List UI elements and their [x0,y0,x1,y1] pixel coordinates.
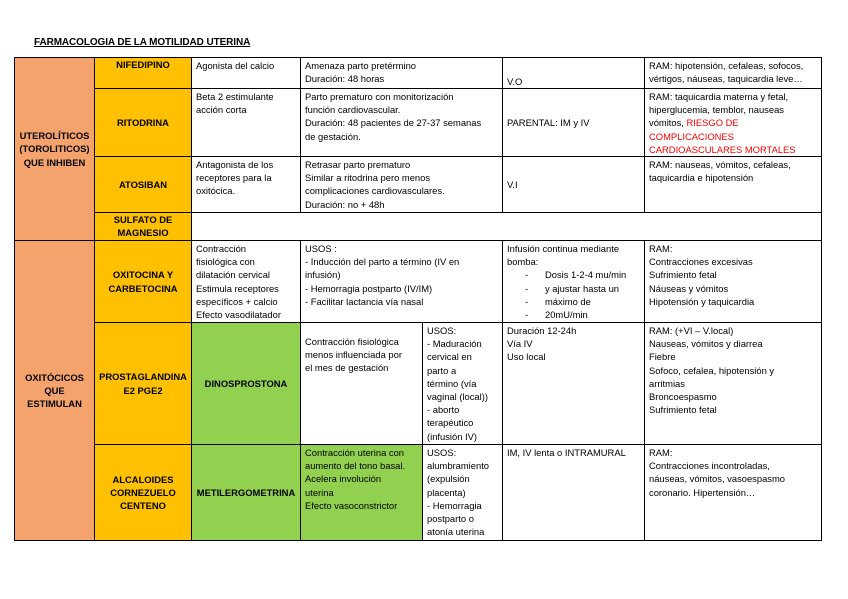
table-row [15,58,822,89]
ram-cell: RAM: Contracciones excesivas Sufrimiento fetal Náuseas y vómitos Hipotensión y taquicardia [645,241,822,323]
pharmacology-table [14,57,822,541]
route-cell: Infusión continua mediante bomba: - Dosis 1-2-4 mu/min - y ajustar hasta un - máximo de - 20mU/min [503,241,645,323]
table-row [15,213,822,241]
table-row [15,323,822,445]
list-item: - Dosis 1-2-4 mu/min [545,268,640,281]
table-row [15,89,822,157]
drug-nifedipino: NIFEDIPINO [95,58,192,89]
use-cell: USOS: alumbramiento (expulsión placenta) - Hemorragia postparto o atonía uterina [423,445,503,541]
group-oxitocicos: OXITÓCICOS QUE ESTIMULAN [15,241,95,541]
ram-cell: RAM: Contracciones incontroladas, náuseas, vómitos, vasoespasmo coronario. Hipertensión… [645,445,822,541]
mechanism-cell: Contracción fisiológica menos influenciada por el mes de gestación [301,323,423,445]
ram-cell: RAM: taquicardia materna y fetal, hiperglucemia, temblor, nauseas vómitos, RIESGO DE COMPLICACIONES CARDIOASCULARES MORTALES [645,89,822,157]
route-cell: Duración 12-24h Vía IV Uso local [503,323,645,445]
subdrug-metilergometrina: METILERGOMETRINA [192,445,301,541]
risk-alert: RIESGO DE [686,117,739,129]
drug-prostaglandina: PROSTAGLANDINA E2 PGE2 [95,323,192,445]
route-cell: V.O [503,58,645,89]
mechanism-cell: Contracción uterina con aumento del tono basal. Acelera involución uterina Efecto vasoconstrictor [301,445,423,541]
route-cell: IM, IV lenta o INTRAMURAL [503,445,645,541]
use-cell: Amenaza parto pretérmino Duración: 48 horas [301,58,503,89]
mechanism-cell: Agonista del calcio [192,58,301,89]
list-item: - máximo de [545,295,640,308]
route-cell: PARENTAL: IM y IV [503,89,645,157]
subdrug-dinoprostona: DINOSPROSTONA [192,323,301,445]
drug-sulfato-magnesio: SULFATO DE MAGNESIO [95,213,192,241]
ram-cell: RAM: (+VI – V.local) Nauseas, vómitos y diarrea Fiebre Sofoco, cefalea, hipotensión y arritmias Broncoespasmo Sufrimiento fetal [645,323,822,445]
group-uteroliticos: UTEROLÍTICOS (TOROLITICOS) QUE INHIBEN [15,58,95,241]
ram-cell: RAM: hipotensión, cefaleas, sofocos, vértigos, náuseas, taquicardia leve… [645,58,822,89]
use-cell: USOS : - Inducción del parto a término (IV en infusión) - Hemorragia postparto (IV/IM) - Facilitar lactancia vía nasal [301,241,503,323]
empty-cell [192,213,822,241]
drug-oxitocina: OXITOCINA Y CARBETOCINA [95,241,192,323]
mechanism-cell: Contracción fisiológica con dilatación cervical Estimula receptores específicos + calcio Efecto vasodilatador [192,241,301,323]
use-cell: Parto prematuro con monitorización función cardiovascular. Duración: 48 pacientes de 27-37 semanas de gestación. [301,89,503,157]
list-item: - y ajustar hasta un [545,282,640,295]
mechanism-cell: Beta 2 estimulante acción corta [192,89,301,157]
table-row [15,157,822,213]
use-cell: Retrasar parto prematuro Similar a ritodrina pero menos complicaciones cardiovasculares. Duración: no + 48h [301,157,503,213]
ram-cell: RAM: nauseas, vómitos, cefaleas, taquicardia e hipotensión [645,157,822,213]
dose-list [507,268,640,321]
document-title: FARMACOLOGIA DE LA MOTILIDAD UTERINA [34,37,251,48]
drug-ritodrina: RITODRINA [95,89,192,157]
route-cell: V.I [503,157,645,213]
table-row [15,445,822,541]
use-cell: USOS: - Maduración cervical en parto a término (vía vaginal (local)) - aborto terapéutico (infusión IV) [423,323,503,445]
list-item: - 20mU/min [545,308,640,321]
mechanism-cell: Antagonista de los receptores para la oxitócica. [192,157,301,213]
drug-atosiban: ATOSIBAN [95,157,192,213]
table-row [15,241,822,323]
drug-alcaloides: ALCALOIDES CORNEZUELO CENTENO [95,445,192,541]
